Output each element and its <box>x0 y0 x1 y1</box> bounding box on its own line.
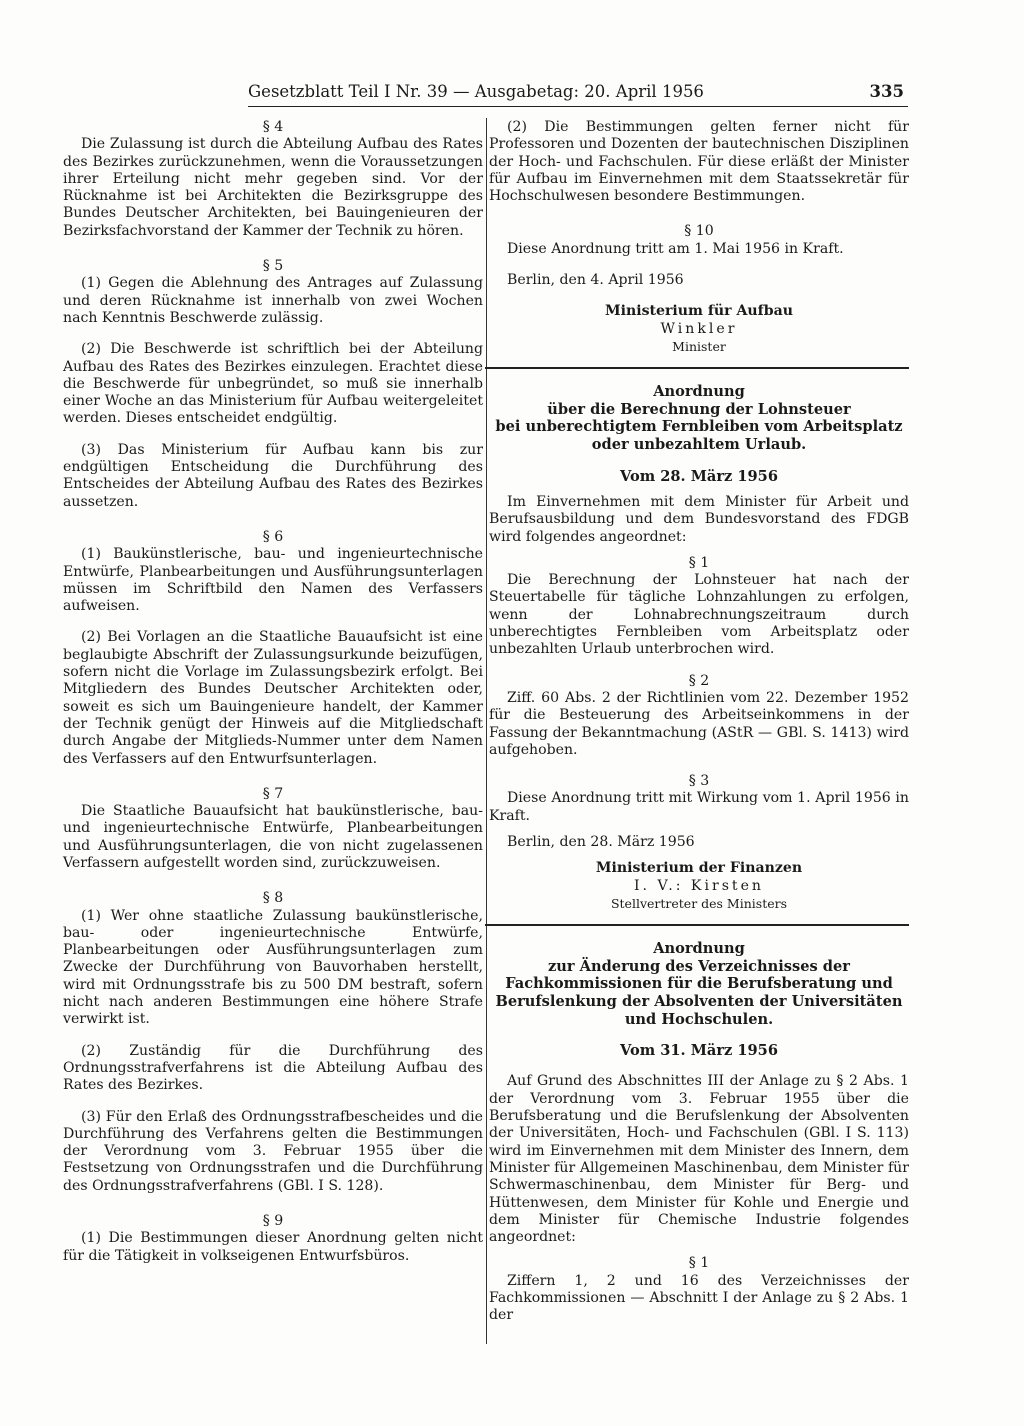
section-5-para-1: (1) Gegen die Ablehnung des Antrages auf Zulassung und deren Rücknahme ist innerhalb von zwei Wochen nach Kenntnis Beschwerde zulässig. <box>63 275 483 326</box>
section-4-text: Die Zulassung ist durch die Abteilung Aufbau des Rates des Bezirkes zurückzunehmen, wenn die Voraussetzungen ihrer Erteilung nicht mehr gegeben sind. Vor der Rücknahme ist bei Architekten die Bezirksgruppe des Bundes Deutscher Architekten, bei Bauingenieuren der Bezirksfachvorstand der Kammer der Technik zu hören. <box>63 136 483 239</box>
ordinance-3-subject: zur Änderung des Verzeichnisses der Fachkommissionen für die Berufsberatung und Berufslenkung der Absolventen der Universitäten und Hochschulen. <box>495 957 903 1028</box>
section-heading-7: § 7 <box>262 785 284 802</box>
place-date-1: Berlin, den 4. April 1956 <box>507 272 684 289</box>
section-7-text: Die Staatliche Bauaufsicht hat baukünstlerische, bau- und ingenieurtechnische Entwürfe, Planbearbeitungen und Ausführungsunterlagen, die von nicht zugelassenen Verfassern aufgestellt worden sind, zurückzuweisen. <box>63 803 483 871</box>
section-8-para-1: (1) Wer ohne staatliche Zulassung baukünstlerische, bau- oder ingenieurtechnische Entwürfe, Planbearbeitungen oder Ausführungsunterlagen zum Zwecke der Durchführung von Bauvorhaben herstellt, wird mit Ordnungsstrafe bis zu 500 DM bestraft, sofern nicht nach anderen Bestimmungen eine höhere Strafe verwirkt ist. <box>63 907 483 1028</box>
section-heading-6: § 6 <box>262 528 284 545</box>
signature-name-kirsten: I. V.: Kirsten <box>633 877 765 894</box>
section-9-para-2: (2) Die Bestimmungen gelten ferner nicht für Professoren und Dozenten der bautechnischen Disziplinen der Hoch- und Fachschulen. Für diese erläßt der Minister für Aufbau im Einvernehmen mit dem Staatssekretär für Hochschulwesen besondere Bestimmungen. <box>489 119 909 205</box>
left-column <box>63 119 483 1265</box>
page-number: 335 <box>869 82 904 101</box>
section-8-para-3: (3) Für den Erlaß des Ordnungsstrafbescheides und die Durchführung des Verfahrens gelten die Bestimmungen der Verordnung vom 3. Februar 1955 über die Festsetzung von Ordnungsstrafen und die Durchführung des Ordnungsstrafverfahrens (GBl. I S. 128). <box>63 1108 483 1194</box>
section-heading-5: § 5 <box>262 258 284 275</box>
ordinance-2-date: Vom 28. März 1956 <box>620 467 778 485</box>
section-5-para-2: (2) Die Beschwerde ist schriftlich bei der Abteilung Aufbau des Rates des Bezirkes einzulegen. Erachtet diese die Beschwerde für unbegründet, so muß sie innerhalb einer Woche an das Ministerium für Aufbau weitergeleitet werden. Dieses entscheidet endgültig. <box>63 341 483 427</box>
ordinance-3-title: Anordnung <box>653 940 745 958</box>
section-9-para-1: (1) Die Bestimmungen dieser Anordnung gelten nicht für die Tätigkeit in volkseigenen Entwurfsbüros. <box>63 1230 483 1264</box>
section-10-text: Diese Anordnung tritt am 1. Mai 1956 in Kraft. <box>507 240 844 257</box>
ordinance-2-intro: Im Einvernehmen mit dem Minister für Arbeit und Berufsausbildung und dem Bundesvorstand des FDGB wird folgendes angeordnet: <box>489 493 909 545</box>
ordinance-2-section-heading-1: § 1 <box>688 554 710 571</box>
ordinance-3-section-heading-1: § 1 <box>688 1255 710 1272</box>
ordinance-2-section-3-text: Diese Anordnung tritt mit Wirkung vom 1. April 1956 in Kraft. <box>489 790 909 824</box>
section-5-para-3: (3) Das Ministerium für Aufbau kann bis zur endgültigen Entscheidung die Durchführung des Entscheides der Abteilung Aufbau des Rates des Bezirkes aussetzen. <box>63 441 483 510</box>
section-6-para-1: (1) Baukünstlerische, bau- und ingenieurtechnische Entwürfe, Planbearbeitungen und Ausführungsunterlagen müssen im Schriftbild den Namen des Verfassers aufweisen. <box>63 546 483 615</box>
right-column <box>489 119 909 1325</box>
signature-title-minister: Minister <box>672 338 726 354</box>
column-divider <box>486 118 487 1344</box>
signature-ministry-finanzen: Ministerium der Finanzen <box>595 860 803 877</box>
ordinance-3-intro: Auf Grund des Abschnittes III der Anlage zu § 2 Abs. 1 der Verordnung vom 3. Februar 1955 über die Berufsberatung und die Berufslenkung der Absolventen der Universitäten, Hoch- und Fachschulen (GBl. I S. 113) wird im Einvernehmen mit dem Minister des Innern, dem Minister für Allgemeinen Maschinenbau, dem Minister für Schwermaschinenbau, dem Minister für Berg- und Hüttenwesen, dem Minister für Kohle und Energie und dem Minister für Chemische Industrie folgendes angeordnet: <box>489 1073 909 1246</box>
ordinance-2-section-heading-3: § 3 <box>688 773 710 790</box>
ordinance-3-date: Vom 31. März 1956 <box>620 1042 778 1060</box>
ordinance-2-section-2-text: Ziff. 60 Abs. 2 der Richtlinien vom 22. Dezember 1952 für die Besteuerung des Arbeitseinkommens in der Fassung der Bekanntmachung (AStR — GBl. S. 1413) wird aufgehoben. <box>489 689 909 758</box>
section-6-para-2: (2) Bei Vorlagen an die Staatliche Bauaufsicht ist eine beglaubigte Abschrift der Zulassungsurkunde beizufügen, sofern nicht die Vorlage im Zulassungsbezirk erfolgt. Bei Mitgliedern des Bundes Deutscher Architekten oder, soweit es sich um Bauingenieure handelt, der Kammer der Technik genügt der Hinweis auf die Mitgliedschaft durch Angabe der Mitglieds-Nummer unter dem Namen des Verfassers auf den Entwurfsunterlagen. <box>63 629 483 767</box>
ordinance-2-section-1-text: Die Berechnung der Lohnsteuer hat nach der Steuertabelle für tägliche Lohnzahlungen zu erfolgen, wenn der Lohnabrechnungszeitraum durch unberechtigtes Fernbleiben vom Arbeitsplatz oder unbezahlten Urlaub unterbrochen wird. <box>489 572 909 658</box>
ordinance-2-title: Anordnung <box>653 383 745 401</box>
section-heading-8: § 8 <box>262 890 284 907</box>
section-heading-10: § 10 <box>684 223 714 240</box>
ordinance-2-subject-line-1: über die Berechnung der Lohnsteuer <box>547 400 851 418</box>
section-heading-9: § 9 <box>262 1213 284 1230</box>
ordinance-2-subject-line-3: oder unbezahltem Urlaub. <box>591 436 807 454</box>
section-divider <box>485 367 909 369</box>
signature-title-deputy: Stellvertreter des Ministers <box>610 895 788 911</box>
section-8-para-2: (2) Zuständig für die Durchführung des Ordnungsstrafverfahrens ist die Abteilung Aufbau des Rates des Bezirkes. <box>63 1042 483 1094</box>
gazette-title: Gesetzblatt Teil I Nr. 39 — Ausgabetag: 20. April 1956 <box>248 82 704 101</box>
ordinance-3-section-1-text: Ziffern 1, 2 und 16 des Verzeichnisses der Fachkommissionen — Abschnitt I der Anlage zu § 2 Abs. 1 der <box>489 1272 909 1324</box>
ordinance-2-subject-line-2: bei unberechtigtem Fernbleiben vom Arbeitsplatz <box>495 418 903 436</box>
signature-ministry-aufbau: Ministerium für Aufbau <box>605 303 793 320</box>
section-divider-2 <box>485 924 909 926</box>
section-heading-4: § 4 <box>262 119 284 135</box>
place-date-2: Berlin, den 28. März 1956 <box>507 833 695 850</box>
signature-name-winkler: Winkler <box>660 320 738 337</box>
ordinance-2-section-heading-2: § 2 <box>688 672 710 689</box>
page-header <box>248 82 908 106</box>
header-rule <box>248 106 908 107</box>
